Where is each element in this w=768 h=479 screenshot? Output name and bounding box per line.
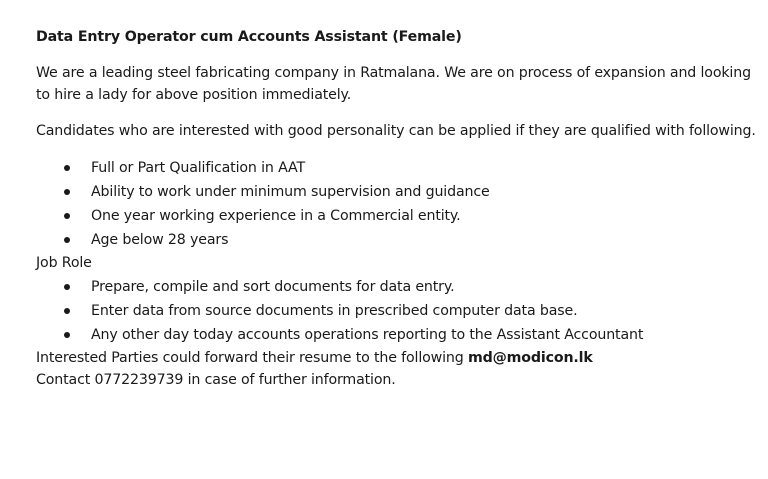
qualification-item: Ability to work under minimum supervision and guidance <box>36 180 758 204</box>
qualification-item: Age below 28 years <box>36 228 758 252</box>
intro-line-2: to hire a lady for above position immediately. <box>36 87 352 103</box>
job-role-item: Any other day today accounts operations reporting to the Assistant Accountant <box>36 323 758 347</box>
contact-line: Contact 0772239739 in case of further information. <box>36 372 396 388</box>
job-role-item: Enter data from source documents in prescribed computer data base. <box>36 299 758 323</box>
contact-email: md@modicon.lk <box>467 350 593 366</box>
job-posting-document <box>36 26 758 391</box>
resume-text: Interested Parties could forward their resume to the following <box>36 350 468 366</box>
candidates-paragraph: Candidates who are interested with good personality can be applied if they are qualified with following. <box>36 123 756 139</box>
qualification-item: Full or Part Qualification in AAT <box>36 156 758 180</box>
intro-paragraph <box>36 62 758 106</box>
resume-instructions <box>36 347 758 369</box>
intro-line-1: We are a leading steel fabricating company in Ratmalana. We are on process of expansion and looking <box>36 65 751 81</box>
job-role-item: Prepare, compile and sort documents for data entry. <box>36 275 758 299</box>
job-title: Data Entry Operator cum Accounts Assistant (Female) <box>36 29 462 45</box>
qualification-item: One year working experience in a Commercial entity. <box>36 204 758 228</box>
job-role-list <box>36 275 758 347</box>
qualifications-list <box>36 156 758 252</box>
job-role-heading: Job Role <box>36 255 92 271</box>
